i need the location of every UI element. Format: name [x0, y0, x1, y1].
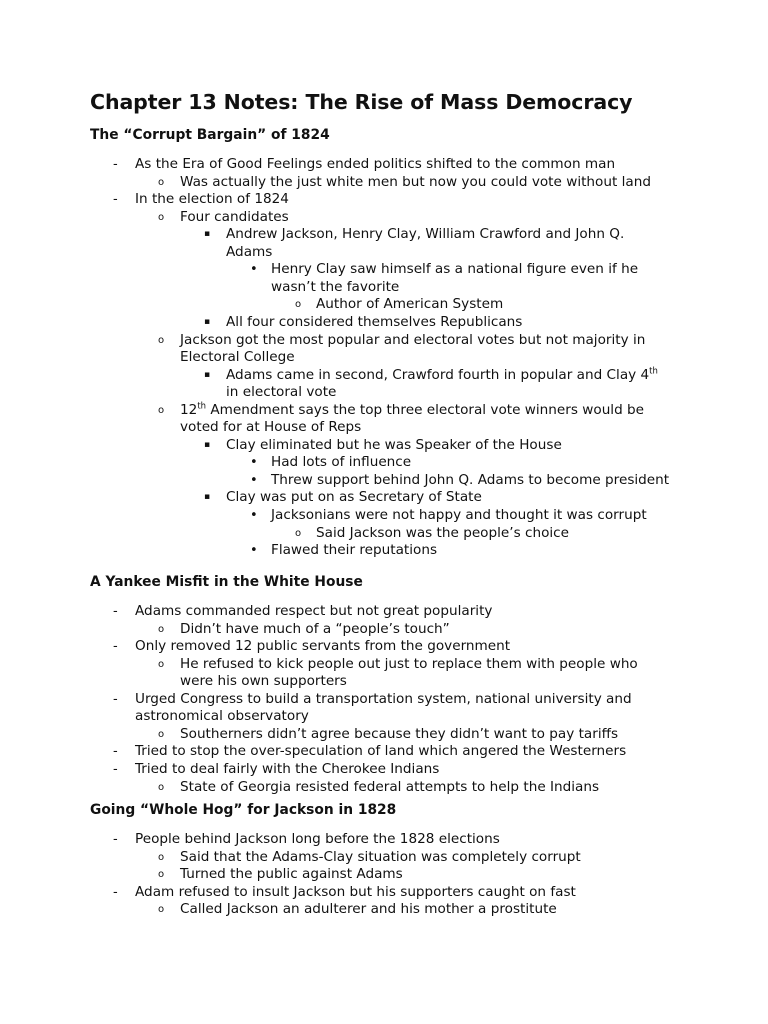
list-marker-level-1: -	[113, 832, 118, 847]
list-marker-level-5: o	[295, 527, 302, 539]
page-title: Chapter 13 Notes: The Rise of Mass Democracy	[90, 90, 633, 114]
list-marker-level-2: o	[158, 904, 165, 916]
list-marker-level-1: -	[113, 192, 118, 208]
list-marker-level-1: -	[113, 157, 118, 172]
list-item	[180, 174, 651, 192]
list-item-text: Henry Clay saw himself as a national figure even if he	[271, 261, 639, 278]
list-item	[226, 226, 624, 244]
list-marker-level-4: •	[250, 508, 258, 523]
list-item-text: Southerners didn’t agree because they didn’t want to pay tariffs	[180, 725, 619, 742]
list-item-text: Urged Congress to build a transportation system, national university and	[135, 690, 632, 707]
list-marker-level-3: ▪	[204, 369, 211, 380]
list-marker-level-4: •	[250, 472, 258, 488]
list-item	[271, 279, 399, 297]
list-item	[271, 472, 669, 490]
list-item-text: in electoral vote	[226, 384, 337, 401]
list-item	[271, 454, 411, 472]
list-item	[180, 849, 581, 867]
list-item	[316, 296, 503, 314]
list-item-text: were his own supporters	[180, 673, 347, 690]
list-marker-level-2: o	[158, 728, 165, 740]
list-item	[271, 542, 437, 560]
list-item-text: Adams commanded respect but not great popularity	[135, 603, 493, 619]
list-item	[135, 708, 309, 726]
list-item	[135, 191, 289, 209]
list-item-text: In the election of 1824	[135, 191, 289, 208]
list-marker-level-2: o	[158, 211, 165, 223]
list-item-text: Tried to deal fairly with the Cherokee Indians	[135, 760, 440, 777]
list-item-text: Said Jackson was the people’s choice	[316, 524, 570, 541]
list-item-text: Threw support behind John Q. Adams to become president	[271, 471, 670, 488]
list-item-text: State of Georgia resisted federal attempts to help the Indians	[180, 778, 600, 795]
list-marker-level-2: o	[158, 404, 165, 416]
list-item	[226, 244, 272, 262]
section-heading: A Yankee Misfit in the White House	[90, 574, 363, 590]
superscript: th	[649, 366, 658, 377]
list-marker-level-2: o	[158, 658, 165, 670]
list-item-text: Clay was put on as Secretary of State	[226, 489, 482, 506]
list-item	[226, 314, 522, 332]
list-item-text: Didn’t have much of a “people’s touch”	[180, 620, 450, 637]
list-item-text: Tried to stop the over-speculation of land which angered the Westerners	[135, 743, 627, 760]
list-item-prefix: 12	[180, 401, 198, 418]
list-marker-level-4: •	[250, 262, 258, 278]
list-item	[135, 831, 500, 849]
list-marker-level-1: -	[113, 884, 118, 900]
list-item-text: People behind Jackson long before the 1828 elections	[135, 831, 500, 847]
list-item-text: Only removed 12 public servants from the government	[135, 638, 511, 655]
list-item	[226, 437, 562, 455]
list-item	[271, 507, 647, 525]
list-marker-level-1: -	[113, 604, 118, 619]
list-item-text: Said that the Adams-Clay situation was completely corrupt	[180, 848, 581, 865]
list-item	[180, 656, 638, 674]
list-marker-level-3: ▪	[204, 492, 211, 503]
list-marker-level-1: -	[113, 744, 118, 760]
list-item	[135, 761, 439, 779]
list-marker-level-3: ▪	[204, 316, 211, 327]
list-item-text: All four considered themselves Republicans	[226, 313, 523, 330]
list-item	[271, 261, 638, 279]
list-item	[226, 489, 482, 507]
list-item	[180, 349, 295, 367]
list-marker-level-1: -	[113, 639, 118, 655]
list-item-text: Had lots of influence	[271, 454, 412, 471]
list-item	[180, 209, 289, 227]
list-item	[180, 726, 618, 744]
list-item	[180, 673, 347, 691]
list-item-text: Was actually the just white men but now you could vote without land	[180, 173, 651, 190]
list-marker-level-1: -	[113, 691, 118, 707]
list-item-text: Jackson got the most popular and electoral votes but not majority in	[180, 331, 646, 348]
list-item	[180, 402, 644, 420]
list-marker-level-5: o	[295, 299, 302, 311]
list-item-text: Adam refused to insult Jackson but his supporters caught on fast	[135, 883, 576, 900]
list-item	[180, 332, 645, 350]
list-marker-level-1: -	[113, 761, 118, 777]
list-item-text: Four candidates	[180, 208, 289, 225]
list-item-text: Flawed their reputations	[271, 542, 438, 559]
list-item-text: Clay eliminated but he was Speaker of the House	[226, 436, 562, 453]
list-item	[180, 621, 450, 639]
list-item	[135, 743, 626, 761]
list-item	[180, 419, 361, 437]
list-item	[135, 603, 492, 621]
list-item-text: voted for at House of Reps	[180, 419, 362, 436]
list-item	[180, 779, 599, 797]
list-item-text: Andrew Jackson, Henry Clay, William Crawford and John Q.	[226, 226, 625, 243]
list-marker-level-2: o	[158, 623, 165, 635]
list-item	[316, 525, 569, 543]
list-item-text: Turned the public against Adams	[180, 866, 403, 883]
list-item-text: Amendment says the top three electoral vote winners would be	[206, 401, 645, 418]
list-item	[226, 384, 336, 402]
list-marker-level-4: •	[250, 543, 258, 559]
list-item-text: He refused to kick people out just to replace them with people who	[180, 655, 638, 672]
section-heading: The “Corrupt Bargain” of 1824	[90, 127, 330, 143]
list-item-text: astronomical observatory	[135, 708, 309, 725]
list-marker-level-2: o	[158, 781, 165, 793]
section-heading: Going “Whole Hog” for Jackson in 1828	[90, 802, 397, 818]
list-item-text: wasn’t the favorite	[271, 278, 400, 295]
superscript: th	[197, 401, 207, 412]
list-item-text: Jacksonians were not happy and thought it was corrupt	[271, 507, 647, 523]
list-item-text: Adams came in second, Crawford fourth in popular and Clay 4	[226, 366, 650, 383]
list-item	[135, 638, 510, 656]
list-item	[226, 367, 658, 385]
list-item	[180, 866, 403, 884]
list-item	[135, 691, 632, 709]
list-marker-level-3: ▪	[204, 229, 211, 240]
list-marker-level-3: ▪	[204, 439, 211, 450]
list-item	[135, 884, 576, 902]
list-item-text: Adams	[226, 243, 273, 260]
list-item-text: Electoral College	[180, 349, 295, 366]
list-marker-level-2: o	[158, 334, 165, 346]
list-item-text: Called Jackson an adulterer and his mother a prostitute	[180, 901, 557, 918]
list-marker-level-4: •	[250, 455, 258, 471]
list-marker-level-2: o	[158, 851, 165, 863]
list-item	[180, 901, 557, 919]
list-marker-level-2: o	[158, 176, 165, 188]
list-item-text: As the Era of Good Feelings ended politics shifted to the common man	[135, 156, 616, 172]
list-marker-level-2: o	[158, 869, 165, 881]
list-item-text: Author of American System	[316, 296, 504, 313]
list-item	[135, 156, 615, 174]
